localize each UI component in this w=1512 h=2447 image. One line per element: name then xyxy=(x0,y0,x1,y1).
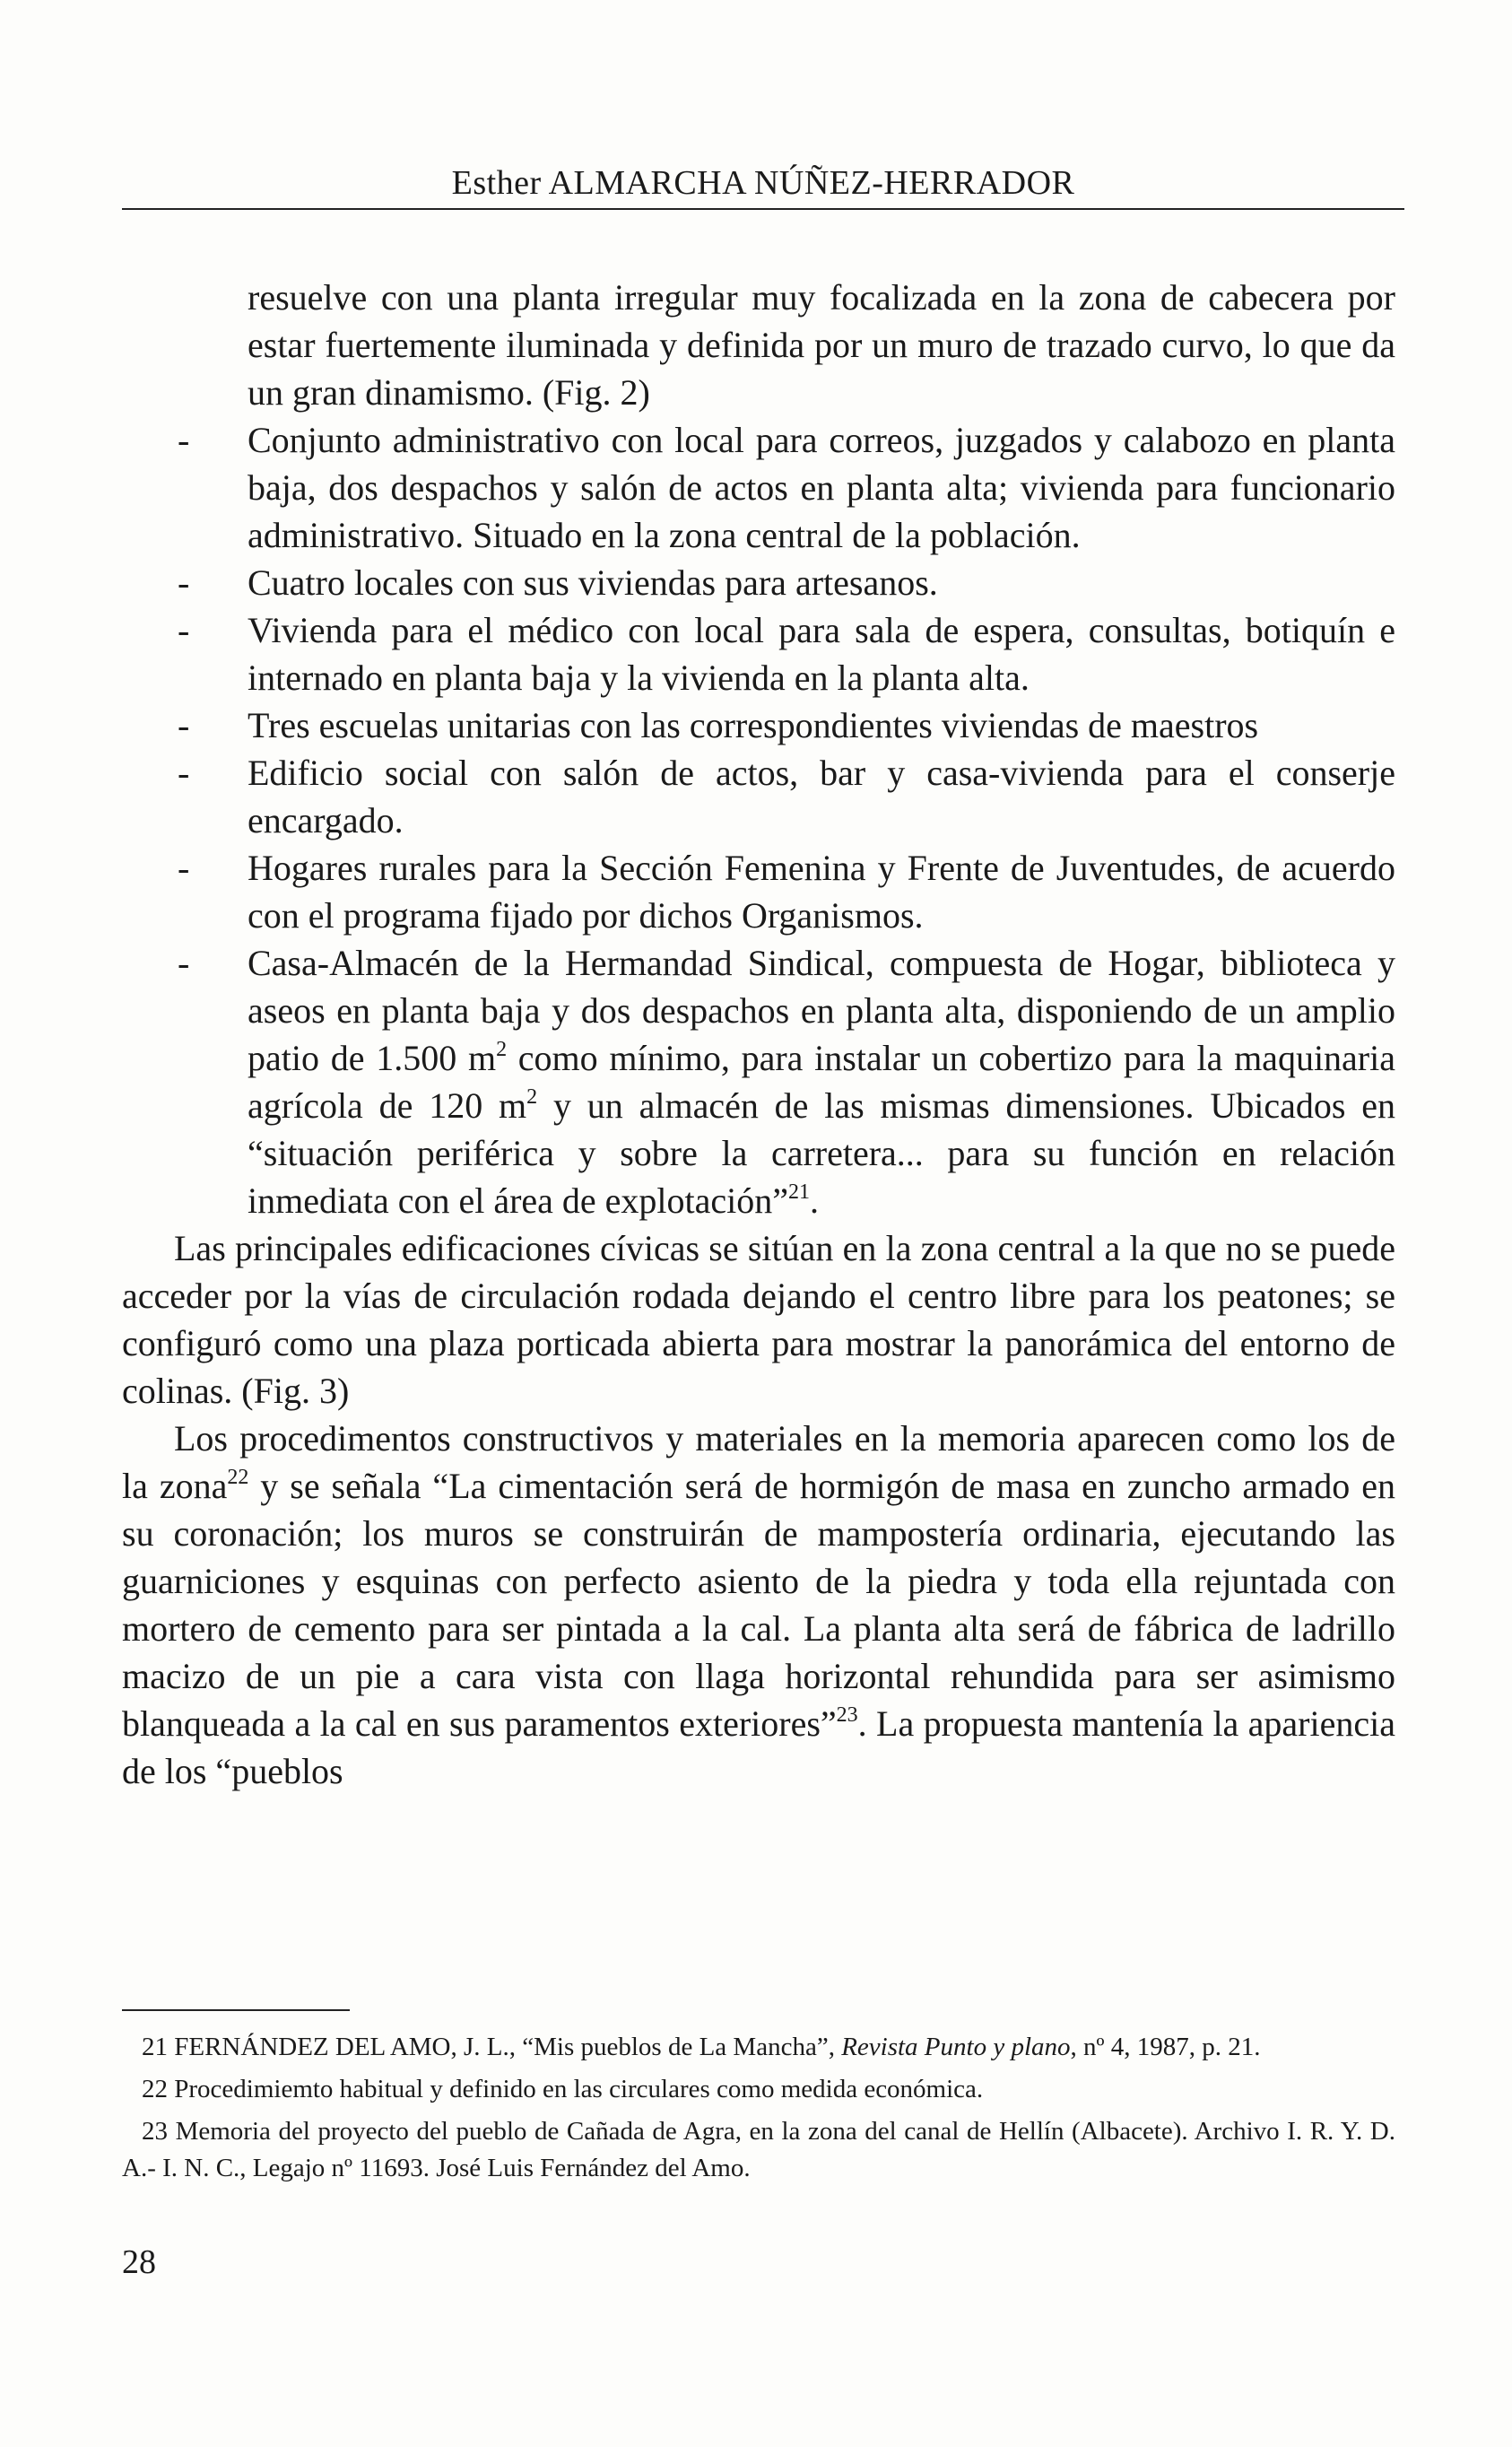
page-number: 28 xyxy=(122,2243,156,2281)
superscript: 2 xyxy=(526,1084,538,1109)
bullet-dash: - xyxy=(178,705,190,745)
text-segment: Los procedimentos constructivos y materiales en la memoria aparecen como los de la zona xyxy=(122,1418,1395,1506)
footnote-text: Memoria del proyecto del pueblo de Cañada de Agra, en la zona del canal de Hellín (Albacete). Archivo I. R. Y. D. A.- I. N. C., Legajo nº 11693. José Luis Fernández del Amo. xyxy=(122,2117,1395,2182)
body-text xyxy=(122,274,1395,1795)
continuation-paragraph: resuelve con una planta irregular muy focalizada en la zona de cabecera por estar fuertemente iluminada y definida por un muro de trazado curvo, lo que da un gran dinamismo. (Fig. 2) xyxy=(248,277,1395,413)
footnote-number: 23 xyxy=(142,2117,168,2146)
list-item xyxy=(122,559,1395,606)
list-item-text: Edificio social con salón de actos, bar y casa-vivienda para el conserje encargado. xyxy=(248,753,1395,840)
list-item-text: Tres escuelas unitarias con las correspondientes viviendas de maestros xyxy=(248,705,1259,745)
footnote-text: FERNÁNDEZ DEL AMO, J. L., “Mis pueblos de La Mancha”, xyxy=(168,2033,842,2061)
footnote-text: , nº 4, 1987, p. 21. xyxy=(1070,2033,1261,2061)
running-head: Esther ALMARCHA NÚÑEZ-HERRADOR xyxy=(451,164,1075,202)
list-item-text: Conjunto administrativo con local para correos, juzgados y calabozo en planta baja, dos despachos y salón de actos en planta alta; vivienda para funcionario administrativo. Situado en la zona central de la población. xyxy=(248,420,1395,555)
text-segment: Casa-Almacén de la Hermandad Sindical, compuesta de Hogar, biblioteca y aseos en planta baja y dos despachos en planta alta, disponiendo de un amplio patio de 1.500 m xyxy=(248,943,1395,1078)
footnote-21 xyxy=(122,2029,1395,2066)
footnote-ref-21[interactable]: 21 xyxy=(788,1180,811,1204)
header-rule xyxy=(122,208,1404,210)
list-item xyxy=(122,416,1395,559)
text-segment: y se señala “La cimentación será de hormigón de masa en zuncho armado en su coronación; los muros se construirán de mampostería ordinaria, ejecutando las guarniciones y esquinas con perfecto asiento de la piedra y toda ella rejuntada con mortero de cemento para ser pintada a la cal. La planta alta será de fábrica de ladrillo macizo de un pie a cara vista con llaga horizontal rehundida para ser asimismo blanqueada a la cal en sus paramentos exteriores” xyxy=(122,1466,1396,1744)
bullet-dash: - xyxy=(178,562,190,603)
text-segment: . La propuesta mantenía la apariencia de los “pueblos xyxy=(122,1703,1395,1791)
footnote-22 xyxy=(122,2071,1395,2108)
list-item xyxy=(122,844,1395,939)
text-segment: como mínimo, para instalar un cobertizo para la maquinaria agrícola de 120 m xyxy=(248,1038,1395,1126)
bullet-dash: - xyxy=(178,610,190,650)
footnote-text: Procedimiemto habitual y definido en las circulares como medida económica. xyxy=(168,2075,984,2103)
bullet-dash: - xyxy=(178,420,190,460)
list-item xyxy=(122,939,1395,1224)
footnote-number: 21 xyxy=(142,2033,168,2061)
journal-title: Revista Punto y plano xyxy=(841,2033,1071,2061)
footnotes xyxy=(122,2029,1395,2192)
footnote-rule xyxy=(122,2009,350,2011)
footnote-ref-22[interactable]: 22 xyxy=(227,1465,249,1489)
list-item xyxy=(122,606,1395,701)
bullet-dash: - xyxy=(178,848,190,888)
body-paragraph xyxy=(122,1415,1395,1795)
footnote-23 xyxy=(122,2113,1395,2187)
list-item xyxy=(122,701,1395,749)
body-paragraph: Las principales edificaciones cívicas se sitúan en la zona central a la que no se puede acceder por la vías de circulación rodada dejando el centro libre para los peatones; se configuró como una plaza porticada abierta para mostrar la panorámica del entorno de colinas. (Fig. 3) xyxy=(122,1228,1395,1411)
footnote-ref-23[interactable]: 23 xyxy=(836,1702,858,1727)
footnote-number: 22 xyxy=(142,2075,168,2103)
superscript: 2 xyxy=(496,1037,508,1061)
list-item-text: Hogares rurales para la Sección Femenina y Frente de Juventudes, de acuerdo con el programa fijado por dichos Organismos. xyxy=(248,848,1395,936)
list-item-text: Cuatro locales con sus viviendas para artesanos. xyxy=(248,562,938,603)
list-item-text xyxy=(248,943,1395,1221)
bullet-dash: - xyxy=(178,943,190,983)
list-item xyxy=(122,749,1395,844)
text-segment: y un almacén de las mismas dimensiones. Ubicados en “situación periférica y sobre la carretera... para su función en relación inmediata con el área de explotación” xyxy=(248,1085,1395,1221)
bullet-dash: - xyxy=(178,753,190,793)
text-segment: . xyxy=(810,1180,820,1221)
list-item-text: Vivienda para el médico con local para sala de espera, consultas, botiquín e internado en planta baja y la vivienda en la planta alta. xyxy=(248,610,1395,698)
